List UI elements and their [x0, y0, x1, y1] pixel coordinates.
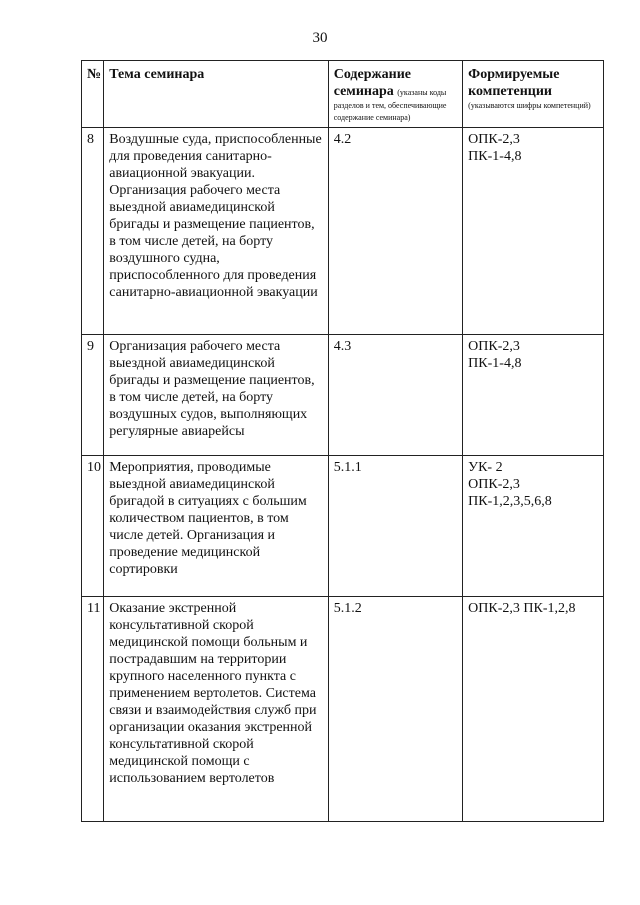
row-topic: Оказание экстренной консультативной скорой медицинской помощи больным и пострадавшим на территории крупного населенного пункта с применением вертолетов. Система связи и взаимодействия служб при организации оказания экстренной консультативной скорой медицинской помощи с использованием вертолетов — [104, 597, 328, 822]
row-content: 4.2 — [328, 128, 462, 335]
competency: ОПК-2,3 ПК-1,2,8 — [468, 601, 576, 616]
row-num: 11 — [82, 597, 104, 822]
header-comp-title-1: Формируемые — [468, 67, 560, 82]
row-topic: Мероприятия, проводимые выездной авиамедицинской бригадой в ситуациях с большим количеством пациентов, в том числе детей. Организация и проведение медицинской сортировки — [104, 456, 328, 597]
header-content-note-inline: (указаны коды — [397, 88, 447, 97]
competency: ОПК-2,3 — [468, 132, 520, 147]
competency: ПК-1,2,3,5,6,8 — [468, 494, 552, 509]
table-row — [82, 456, 604, 597]
row-topic: Воздушные суда, приспособленные для проведения санитарно-авиационной эвакуации. Организация рабочего места выездной авиамедицинской бригады и размещение пациентов, в том числе детей, на борту воздушного судна, приспособленного для проведения санитарно-авиационной эвакуации — [104, 128, 328, 335]
header-content-title-1: Содержание — [333, 67, 411, 82]
header-num: № — [82, 61, 104, 128]
row-content: 4.3 — [328, 335, 462, 456]
row-content: 5.1.1 — [328, 456, 462, 597]
header-content — [328, 61, 462, 128]
row-competencies — [463, 128, 604, 335]
row-num: 10 — [82, 456, 104, 597]
header-comp-title-2: компетенции — [468, 84, 552, 99]
row-competencies — [463, 456, 604, 597]
seminar-table — [81, 60, 604, 822]
table-header-row — [82, 61, 604, 128]
row-competencies — [463, 335, 604, 456]
row-num: 8 — [82, 128, 104, 335]
competency: ПК-1-4,8 — [468, 356, 522, 371]
row-num: 9 — [82, 335, 104, 456]
competency: УК- 2 — [468, 460, 503, 475]
row-topic: Организация рабочего места выездной авиамедицинской бригады и размещение пациентов, в том числе детей, на борту воздушных судов, выполняющих регулярные авиарейсы — [104, 335, 328, 456]
header-comp-note: (указываются шифры компетенций) — [468, 101, 591, 110]
header-content-title-2: семинара — [333, 84, 394, 99]
header-competencies — [463, 61, 604, 128]
header-content-note: разделов и тем, обеспечивающие содержание семинара) — [333, 101, 447, 122]
table-row — [82, 128, 604, 335]
competency: ОПК-2,3 — [468, 477, 520, 492]
row-content: 5.1.2 — [328, 597, 462, 822]
page-number: 30 — [312, 30, 328, 46]
competency: ОПК-2,3 — [468, 339, 520, 354]
competency: ПК-1-4,8 — [468, 149, 522, 164]
table-row — [82, 335, 604, 456]
table-row — [82, 597, 604, 822]
header-topic: Тема семинара — [104, 61, 328, 128]
row-competencies — [463, 597, 604, 822]
